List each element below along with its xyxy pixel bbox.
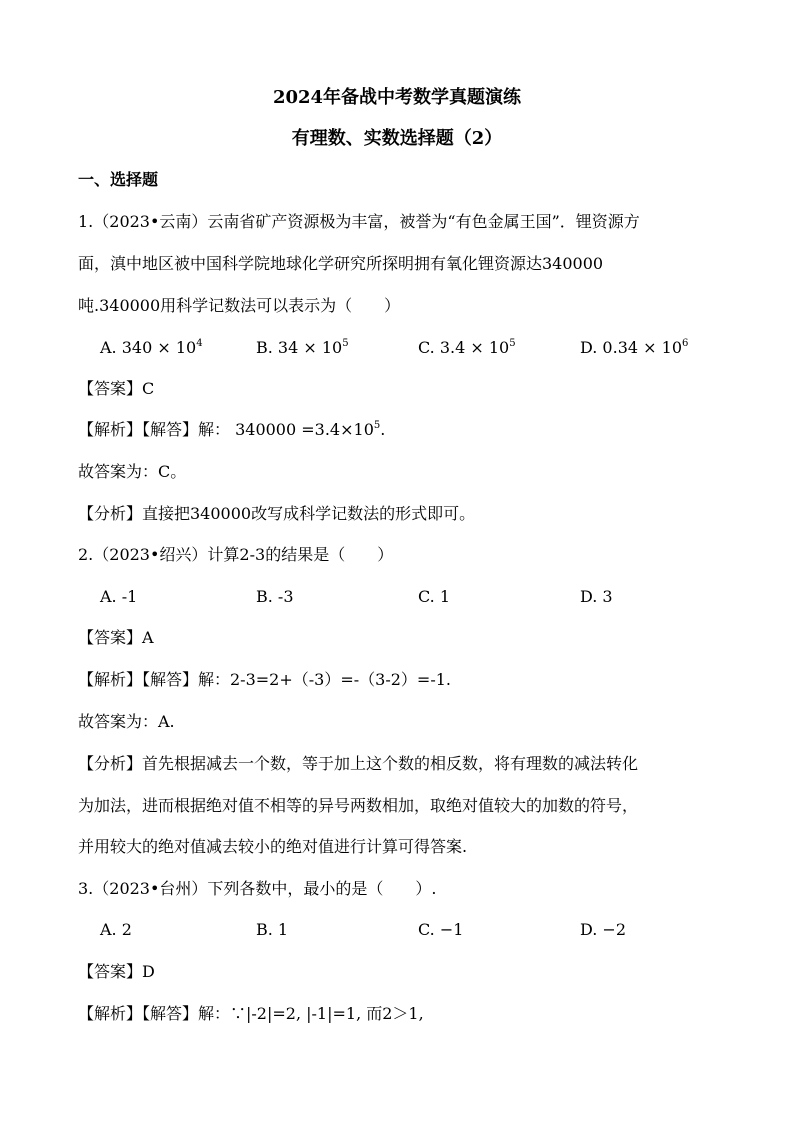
question-3-option-c: C. −1 xyxy=(418,920,464,939)
question-1-line-2: 面，滇中地区被中国科学院地球化学研究所探明拥有氧化锂资源达340000 xyxy=(78,254,604,273)
question-1-line-3: 吨.340000用科学记数法可以表示为（ ） xyxy=(78,296,401,315)
question-2-option-c: C. 1 xyxy=(418,587,451,606)
question-2-analysis-line-2: 为加法，进而根据绝对值不相等的异号两数相加，取绝对值较大的加数的符号， xyxy=(78,796,639,815)
question-1-conclusion: 故答案为：C。 xyxy=(78,462,187,481)
question-2-explanation: 【解析】【解答】解：2-3=2+（-3）=-（3-2）=-1. xyxy=(78,670,452,689)
section-heading: 一、选择题 xyxy=(78,170,159,189)
question-1-option-a: A. $340 \times 10^4$ xyxy=(100,338,203,357)
question-3-answer: 【答案】D xyxy=(78,962,155,981)
question-3-option-d: D. −2 xyxy=(580,920,627,939)
question-1-option-d: D. $0.34 \times 10^6$ xyxy=(580,338,689,357)
question-3-option-a: A. 2 xyxy=(100,920,132,939)
question-2-analysis-line-1: 【分析】首先根据减去一个数，等于加上这个数的相反数，将有理数的减法转化 xyxy=(78,754,639,773)
question-2-option-a: A. -1 xyxy=(100,587,138,606)
question-1-analysis: 【分析】直接把340000改写成科学记数法的形式即可。 xyxy=(78,504,476,523)
question-1-line-1: 1.（2023•云南）云南省矿产资源极为丰富，被誉为“有色金属王国”．锂资源方 xyxy=(78,212,640,231)
question-2-option-d: D. 3 xyxy=(580,587,613,606)
question-1-option-b: B. $34 \times 10^5$ xyxy=(256,338,349,357)
document-subtitle: 有理数、实数选择题（2） xyxy=(291,128,503,149)
question-1-explanation: 【解析】【解答】解： $340000 =3.4\times 10^5$. xyxy=(78,420,386,439)
document-title: 2024年备战中考数学真题演练 xyxy=(272,87,522,108)
question-2-conclusion: 故答案为：A. xyxy=(78,712,175,731)
question-2-answer: 【答案】A xyxy=(78,628,154,647)
question-2-analysis-line-3: 并用较大的绝对值减去较小的绝对值进行计算可得答案. xyxy=(78,837,468,856)
question-1-option-c: C. $3.4 \times 10^5$ xyxy=(418,338,516,357)
question-2-line-1: 2.（2023•绍兴）计算2-3的结果是（ ） xyxy=(78,545,394,564)
question-3-line-1: 3.（2023•台州）下列各数中，最小的是（ ）. xyxy=(78,879,437,898)
question-3-explanation: 【解析】【解答】解：∵|-2|=2, |-1|=1, 而2＞1, xyxy=(78,1004,424,1023)
question-1-answer: 【答案】C xyxy=(78,379,155,398)
question-2-option-b: B. -3 xyxy=(256,587,294,606)
question-3-option-b: B. 1 xyxy=(256,920,289,939)
